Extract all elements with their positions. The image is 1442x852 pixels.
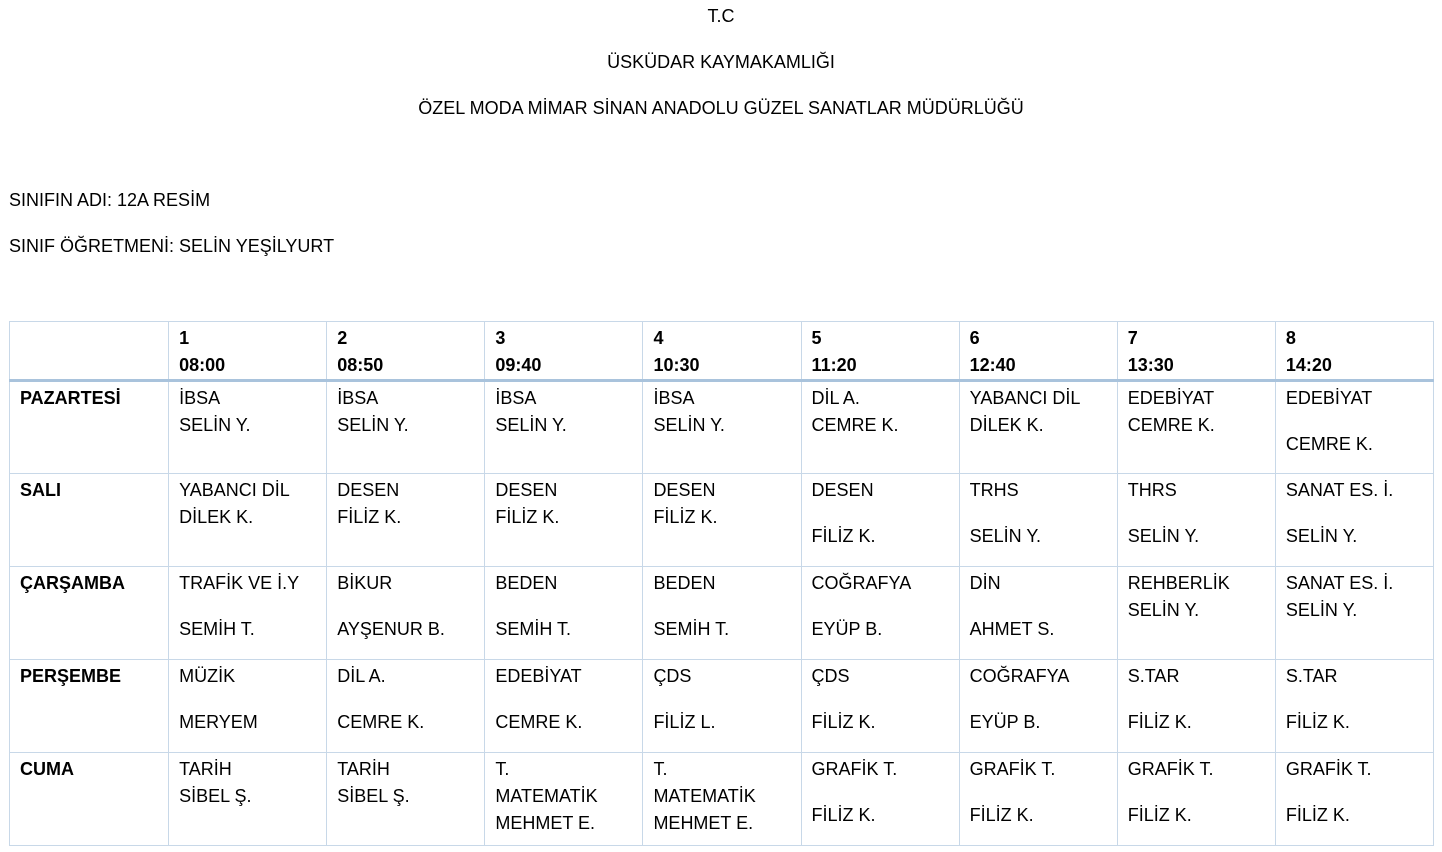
lesson-subject: THRS bbox=[1127, 480, 1177, 500]
lesson-cell bbox=[643, 753, 801, 846]
day-name: PERŞEMBE bbox=[10, 660, 169, 753]
period-header bbox=[327, 322, 485, 381]
day-name: CUMA bbox=[10, 753, 169, 846]
lesson-cell bbox=[485, 474, 643, 567]
lesson-cell bbox=[169, 567, 327, 660]
lesson-teacher: FİLİZ K. bbox=[969, 805, 1034, 825]
lesson-teacher: AYŞENUR B. bbox=[337, 619, 445, 639]
lesson-subject: DESEN bbox=[811, 480, 874, 500]
lesson-teacher: DİLEK K. bbox=[179, 507, 254, 527]
lesson-cell bbox=[801, 753, 959, 846]
lesson-subject: COĞRAFYA bbox=[969, 666, 1070, 686]
lesson-subject: EDEBİYAT bbox=[1127, 388, 1215, 408]
lesson-teacher: MERYEM bbox=[179, 712, 258, 732]
cell-spacer bbox=[812, 597, 949, 616]
cell-spacer bbox=[653, 597, 790, 616]
day-name: SALI bbox=[10, 474, 169, 567]
cell-spacer bbox=[495, 597, 632, 616]
period-time: 13:30 bbox=[1127, 355, 1174, 375]
cell-spacer bbox=[970, 597, 1107, 616]
lesson-cell bbox=[643, 474, 801, 567]
cell-spacer bbox=[812, 783, 949, 802]
lesson-subject: GRAFİK T. bbox=[1127, 759, 1214, 779]
lesson-subject: MÜZİK bbox=[179, 666, 236, 686]
lesson-cell bbox=[327, 381, 485, 474]
lesson-cell bbox=[485, 567, 643, 660]
lesson-cell bbox=[1275, 753, 1433, 846]
lesson-subject: YABANCI DİL bbox=[179, 480, 290, 500]
lesson-teacher: AHMET S. bbox=[969, 619, 1055, 639]
cell-spacer bbox=[495, 690, 632, 709]
lesson-teacher: FİLİZ K. bbox=[1127, 712, 1192, 732]
lesson-subject: DESEN bbox=[495, 480, 558, 500]
lesson-teacher: SİBEL Ş. bbox=[337, 786, 410, 806]
lesson-teacher: MEHMET E. bbox=[653, 813, 754, 833]
lesson-subject: İBSA bbox=[337, 388, 379, 408]
lesson-subject: T. bbox=[495, 759, 510, 779]
lesson-subject: DESEN bbox=[653, 480, 716, 500]
day-name: PAZARTESİ bbox=[10, 381, 169, 474]
period-header bbox=[169, 322, 327, 381]
lesson-subject: TARİH bbox=[179, 759, 232, 779]
lesson-cell bbox=[1117, 381, 1275, 474]
day-name: ÇARŞAMBA bbox=[10, 567, 169, 660]
lesson-teacher: EYÜP B. bbox=[969, 712, 1041, 732]
cell-spacer bbox=[812, 690, 949, 709]
class-name: SINIFIN ADI: 12A RESİM bbox=[9, 190, 211, 210]
period-header bbox=[643, 322, 801, 381]
lesson-teacher: FİLİZ K. bbox=[811, 526, 876, 546]
period-header bbox=[1275, 322, 1433, 381]
lesson-subject: REHBERLİK bbox=[1127, 573, 1230, 593]
period-header bbox=[801, 322, 959, 381]
lesson-teacher: FİLİZ K. bbox=[653, 507, 718, 527]
day-row bbox=[10, 381, 1434, 474]
lesson-teacher: SEMİH T. bbox=[179, 619, 255, 639]
lesson-subject: DESEN bbox=[337, 480, 400, 500]
lesson-cell bbox=[1275, 660, 1433, 753]
lesson-cell bbox=[485, 753, 643, 846]
lesson-cell bbox=[169, 660, 327, 753]
lesson-teacher: FİLİZ K. bbox=[811, 712, 876, 732]
lesson-teacher: CEMRE K. bbox=[337, 712, 425, 732]
lesson-teacher: EYÜP B. bbox=[811, 619, 883, 639]
header-tc: T.C bbox=[707, 6, 735, 26]
cell-spacer bbox=[1286, 504, 1423, 523]
lesson-subject: S.TAR bbox=[1285, 666, 1338, 686]
cell-spacer bbox=[1286, 783, 1423, 802]
lesson-cell bbox=[485, 381, 643, 474]
cell-spacer bbox=[337, 690, 474, 709]
lesson-teacher: SELİN Y. bbox=[1127, 600, 1200, 620]
cell-spacer bbox=[1128, 783, 1265, 802]
period-time: 08:50 bbox=[337, 355, 384, 375]
lesson-subject: ÇDS bbox=[653, 666, 692, 686]
lesson-cell bbox=[801, 474, 959, 567]
lesson-cell bbox=[485, 660, 643, 753]
lesson-cell bbox=[959, 474, 1117, 567]
lesson-cell bbox=[1117, 753, 1275, 846]
lesson-teacher: SELİN Y. bbox=[1285, 600, 1358, 620]
period-number: 7 bbox=[1127, 328, 1138, 348]
cell-spacer bbox=[1128, 504, 1265, 523]
lesson-subject: DİN bbox=[969, 573, 1001, 593]
lesson-cell bbox=[643, 381, 801, 474]
lesson-subject: TARİH bbox=[337, 759, 390, 779]
period-header bbox=[959, 322, 1117, 381]
lesson-subject: S.TAR bbox=[1127, 666, 1180, 686]
period-number: 3 bbox=[495, 328, 506, 348]
lesson-cell bbox=[327, 753, 485, 846]
lesson-teacher: SELİN Y. bbox=[1285, 526, 1358, 546]
cell-spacer bbox=[179, 597, 316, 616]
lesson-teacher: FİLİZ K. bbox=[811, 805, 876, 825]
day-row bbox=[10, 474, 1434, 567]
period-header bbox=[485, 322, 643, 381]
lesson-teacher: FİLİZ K. bbox=[337, 507, 402, 527]
lesson-teacher: SELİN Y. bbox=[337, 415, 409, 435]
lesson-teacher: FİLİZ L. bbox=[653, 712, 716, 732]
cell-spacer bbox=[1286, 690, 1423, 709]
lesson-teacher: FİLİZ K. bbox=[1285, 712, 1350, 732]
lesson-cell bbox=[959, 753, 1117, 846]
lesson-cell bbox=[1117, 474, 1275, 567]
lesson-cell bbox=[643, 567, 801, 660]
period-time: 11:20 bbox=[811, 355, 857, 375]
period-number: 6 bbox=[969, 328, 980, 348]
lesson-subject: DİL A. bbox=[337, 666, 386, 686]
lesson-teacher: FİLİZ K. bbox=[1127, 805, 1192, 825]
lesson-subject: DİL A. bbox=[811, 388, 860, 408]
lesson-teacher: SEMİH T. bbox=[653, 619, 730, 639]
schedule-header-row bbox=[10, 322, 1434, 381]
period-number: 1 bbox=[179, 328, 190, 348]
lesson-subject: BEDEN bbox=[495, 573, 558, 593]
class-teacher: SINIF ÖĞRETMENİ: SELİN YEŞİLYURT bbox=[9, 236, 335, 256]
lesson-subject: EDEBİYAT bbox=[1285, 388, 1373, 408]
lesson-teacher: CEMRE K. bbox=[1127, 415, 1215, 435]
lesson-subject: SANAT ES. İ. bbox=[1285, 573, 1394, 593]
period-time: 09:40 bbox=[495, 355, 542, 375]
cell-spacer bbox=[337, 597, 474, 616]
lesson-subject: İBSA bbox=[179, 388, 221, 408]
lesson-cell bbox=[1117, 567, 1275, 660]
lesson-cell bbox=[1275, 474, 1433, 567]
lesson-teacher: CEMRE K. bbox=[495, 712, 583, 732]
period-time: 08:00 bbox=[179, 355, 226, 375]
period-number: 5 bbox=[811, 328, 822, 348]
lesson-subject: İBSA bbox=[495, 388, 537, 408]
lesson-subject: ÇDS bbox=[811, 666, 850, 686]
lesson-cell bbox=[327, 474, 485, 567]
period-header bbox=[1117, 322, 1275, 381]
lesson-teacher: MEHMET E. bbox=[495, 813, 596, 833]
lesson-cell bbox=[643, 660, 801, 753]
lesson-subject: İBSA bbox=[653, 388, 695, 408]
lesson-subject: SANAT ES. İ. bbox=[1285, 480, 1394, 500]
schedule-table bbox=[9, 321, 1434, 846]
lesson-teacher: CEMRE K. bbox=[811, 415, 899, 435]
cell-spacer bbox=[1286, 412, 1423, 431]
lesson-teacher: SİBEL Ş. bbox=[179, 786, 252, 806]
cell-spacer bbox=[653, 690, 790, 709]
header-school: ÖZEL MODA MİMAR SİNAN ANADOLU GÜZEL SANATLAR MÜDÜRLÜĞÜ bbox=[418, 98, 1024, 118]
lesson-subject: COĞRAFYA bbox=[811, 573, 912, 593]
lesson-teacher: SELİN Y. bbox=[653, 415, 725, 435]
lesson-cell bbox=[169, 753, 327, 846]
lesson-subject-continued: MATEMATİK bbox=[653, 786, 756, 806]
lesson-cell bbox=[327, 660, 485, 753]
period-number: 8 bbox=[1285, 328, 1296, 348]
lesson-cell bbox=[1117, 660, 1275, 753]
day-row bbox=[10, 660, 1434, 753]
header-district: ÜSKÜDAR KAYMAKAMLIĞI bbox=[607, 52, 835, 72]
cell-spacer bbox=[1128, 690, 1265, 709]
lesson-teacher: SELİN Y. bbox=[1127, 526, 1200, 546]
lesson-cell bbox=[169, 474, 327, 567]
lesson-teacher: SELİN Y. bbox=[969, 526, 1042, 546]
lesson-subject: BEDEN bbox=[653, 573, 716, 593]
lesson-teacher: SEMİH T. bbox=[495, 619, 572, 639]
day-row bbox=[10, 753, 1434, 846]
lesson-cell bbox=[1275, 567, 1433, 660]
period-time: 14:20 bbox=[1285, 355, 1332, 375]
lesson-subject: TRHS bbox=[969, 480, 1019, 500]
cell-spacer bbox=[812, 504, 949, 523]
lesson-teacher: SELİN Y. bbox=[495, 415, 567, 435]
period-number: 2 bbox=[337, 328, 348, 348]
period-time: 12:40 bbox=[969, 355, 1016, 375]
lesson-subject: GRAFİK T. bbox=[969, 759, 1056, 779]
lesson-subject-continued: MATEMATİK bbox=[495, 786, 598, 806]
lesson-teacher: DİLEK K. bbox=[969, 415, 1044, 435]
corner-cell bbox=[10, 322, 169, 381]
lesson-subject: GRAFİK T. bbox=[1285, 759, 1372, 779]
lesson-cell bbox=[1275, 381, 1433, 474]
lesson-subject: GRAFİK T. bbox=[811, 759, 898, 779]
lesson-teacher: FİLİZ K. bbox=[495, 507, 560, 527]
cell-spacer bbox=[970, 783, 1107, 802]
lesson-cell bbox=[801, 381, 959, 474]
lesson-subject: EDEBİYAT bbox=[495, 666, 582, 686]
lesson-cell bbox=[801, 660, 959, 753]
lesson-cell bbox=[327, 567, 485, 660]
lesson-cell bbox=[959, 660, 1117, 753]
cell-spacer bbox=[970, 690, 1107, 709]
lesson-teacher: SELİN Y. bbox=[179, 415, 251, 435]
lesson-subject: YABANCI DİL bbox=[969, 388, 1081, 408]
lesson-teacher: FİLİZ K. bbox=[1285, 805, 1350, 825]
lesson-cell bbox=[959, 381, 1117, 474]
day-row bbox=[10, 567, 1434, 660]
cell-spacer bbox=[970, 504, 1107, 523]
period-number: 4 bbox=[653, 328, 664, 348]
lesson-teacher: CEMRE K. bbox=[1285, 434, 1373, 454]
cell-spacer bbox=[179, 690, 316, 709]
lesson-cell bbox=[169, 381, 327, 474]
lesson-subject: TRAFİK VE İ.Y bbox=[179, 573, 300, 593]
lesson-cell bbox=[959, 567, 1117, 660]
lesson-subject: T. bbox=[653, 759, 668, 779]
period-time: 10:30 bbox=[653, 355, 700, 375]
lesson-subject: BİKUR bbox=[337, 573, 393, 593]
lesson-cell bbox=[801, 567, 959, 660]
